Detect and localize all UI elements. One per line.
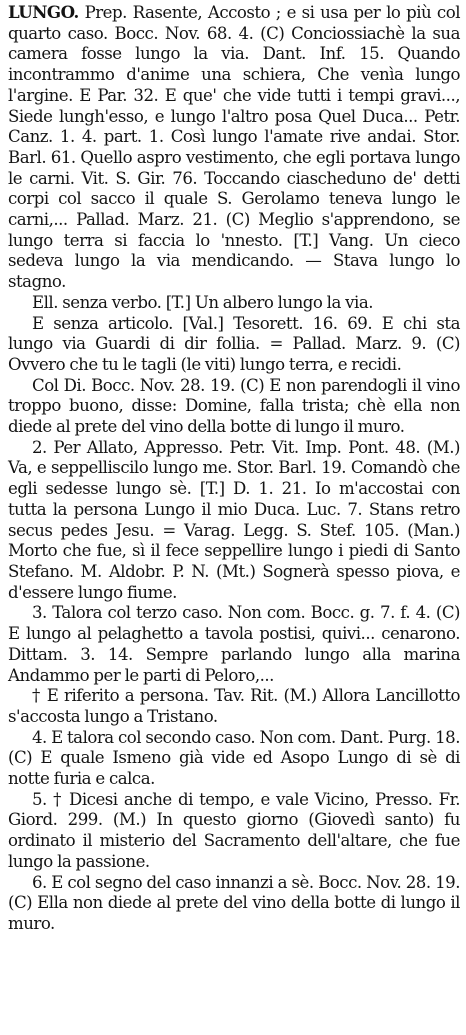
paragraph-text: Prep. Rasente, Accosto ; e si usa per lo più col quarto caso. Bocc. Nov. 68. 4. (C) Conciossiachè la sua camera fosse lungo la via. Dant. Inf. 15. Quando incontrammo d'anime una schiera, Che venìa lungo l'argine. E Par. 32. E que' che vide tutti i tempi gravi..., Siede lungh'esso, e lungo l'altro posa Quel Duca... Petr. Canz. 1. 4. part. 1. Così lungo l'amate rive andai. Stor. Barl. 61. Quello aspro vestimento, che egli portava lungo le carni. Vit. S. Gir. 76. Toccando ciascheduno de' detti corpi col sacco il quale S. Gerolamo teneva lungo le carni,... Pallad. Marz. 21. (C) Meglio s'apprendono, se lungo terra si faccia lo 'nnesto. [T.] Vang. Un cieco sedeva lungo la via mendicando. — Stava lungo lo stagno. (8, 3, 460, 292)
entry-section-2: 2. Per Allato, Appresso. Petr. Vit. Imp. Pont. 48. (M.) Va, e seppelliscilo lungo me. Stor. Barl. 19. Comandò che egli sedesse lungo sè. [T.] D. 1. 21. Io m'accostai con tutta la persona Lungo il mio Duca. Luc. 7. Stans retro secus pedes Jesu. = Varag. Legg. S. Stef. 105. (Man.) Morto che fue, sì il fece seppellire lungo i piedi di Santo Stefano. M. Aldobr. P. N. (Mt.) Sognerà spesso piova, e d'essere lungo fiume. (8, 437, 460, 602)
entry-paragraph-main (8, 2, 460, 293)
entry-section-3: 3. Talora col terzo caso. Non com. Bocc. g. 7. f. 4. (C) E lungo al pelaghetto a tavola postisi, quivi... cenarono. Dittam. 3. 14. Sempre parlando lungo alla marina Andammo per le parti di Peloro,... (8, 603, 460, 685)
entry-paragraph-ellipsis: Ell. senza verbo. [T.] Un albero lungo la via. (32, 292, 374, 312)
headword: LUNGO. (8, 2, 79, 22)
entry-section-5: 5. † Dicesi anche di tempo, e vale Vicino, Presso. Fr. Giord. 299. (M.) In questo giorno (Giovedì santo) fu ordinato il misterio del Sacramento dell'altare, che fue lungo la passione. (8, 789, 460, 871)
dictionary-entry (8, 2, 460, 935)
entry-paragraph-senza-articolo: E senza articolo. [Val.] Tesorett. 16. 69. E chi sta lungo via Guardi di dir follia. = Pallad. Marz. 9. (C) Ovvero che tu le tagli (le viti) lungo terra, e recidi. (8, 313, 460, 374)
entry-section-3-persona: † E riferito a persona. Tav. Rit. (M.) Allora Lancillotto s'accosta lungo a Tristano. (8, 686, 460, 726)
entry-section-4: 4. E talora col secondo caso. Non com. Dant. Purg. 18. (C) E quale Ismeno già vide ed Asopo Lungo di sè di notte furia e calca. (8, 727, 460, 789)
entry-paragraph-col-di: Col Di. Bocc. Nov. 28. 19. (C) E non parendogli il vino troppo buono, disse: Domine, falla trista; chè ella non diede al prete del vino della botte di lungo il muro. (8, 375, 460, 437)
entry-section-6: 6. E col segno del caso innanzi a sè. Bocc. Nov. 28. 19. (C) Ella non diede al prete del vino della botte di lungo il muro. (8, 872, 460, 933)
